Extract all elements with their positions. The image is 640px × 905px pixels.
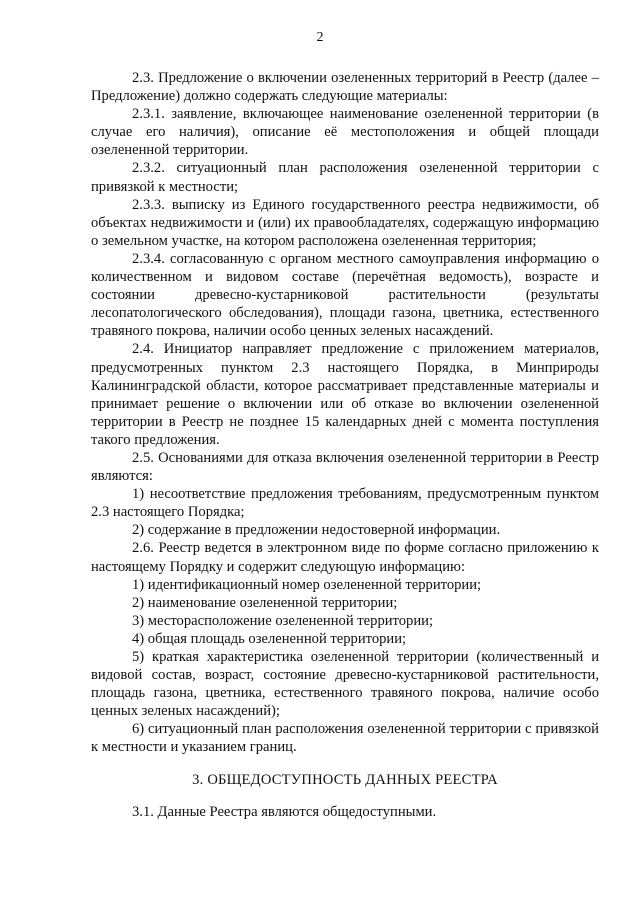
page-number: 2 <box>316 30 324 45</box>
list-item-2-6-4: 4) общая площадь озелененной территории; <box>132 630 407 647</box>
list-item-2-6-6: 6) ситуационный план расположения озелененной территории с привязкой к местности и указанием границ. <box>91 721 599 756</box>
list-item-2-6-1: 1) идентификационный номер озелененной территории; <box>132 576 482 593</box>
paragraph-2-3-4: 2.3.4. согласованную с органом местного самоуправления информацию о количественном и видовом составе (перечётная ведомость), возрасте и состоянии древесно-кустарниковой растительности (результаты лесопатологического обследования), площади газона, цветника, естественного травяного покрова, наличии особо ценных зеленых насаждений. <box>91 250 599 340</box>
paragraph-2-3-3: 2.3.3. выписку из Единого государственного реестра недвижимости, об объектах недвижимости и (или) их правообладателях, содержащую информацию о земельном участке, на котором расположена озелененная территория; <box>91 196 599 249</box>
list-item-2-6-3: 3) месторасположение озелененной территории; <box>132 612 434 629</box>
paragraph-2-6: 2.6. Реестр ведется в электронном виде по форме согласно приложению к настоящему Порядку и содержит следующую информацию: <box>91 540 599 575</box>
paragraph-2-3-1: 2.3.1. заявление, включающее наименование озелененной территории (в случае его наличия), описание её местоположения и общей площади озелененной территории. <box>91 106 599 159</box>
section-heading: 3. ОБЩЕДОСТУПНОСТЬ ДАННЫХ РЕЕСТРА <box>192 771 498 788</box>
paragraph-3-1: 3.1. Данные Реестра являются общедоступными. <box>132 803 437 820</box>
paragraph-2-3: 2.3. Предложение о включении озелененных территорий в Реестр (далее – Предложение) должно содержать следующие материалы: <box>91 70 599 105</box>
paragraph-2-4: 2.4. Инициатор направляет предложение с приложением материалов, предусмотренных пунктом 2.3 настоящего Порядка, в Минприроды Калининградской области, которое рассматривает представленные материалы и принимает решение о включении или об отказе во включении озелененной территории в Реестр не позднее 15 календарных дней с момента поступления такого предложения. <box>91 341 599 448</box>
list-item-2-5-1: 1) несоответствие предложения требованиям, предусмотренным пунктом 2.3 настоящего Порядка; <box>91 486 599 521</box>
document-body <box>91 69 599 821</box>
list-item-2-6-2: 2) наименование озелененной территории; <box>132 594 398 611</box>
paragraph-2-3-2: 2.3.2. ситуационный план расположения озелененной территории с привязкой к местности; <box>91 160 599 195</box>
paragraph-2-5: 2.5. Основаниями для отказа включения озелененной территории в Реестр являются: <box>91 449 599 485</box>
list-item-2-6-5: 5) краткая характеристика озелененной территории (количественный и видовой состав, возраст, состояние древесно-кустарниковой растительности, площадь газона, цветника, естественного травяного покрова, наличие особо ценных зеленых насаждений); <box>91 649 599 720</box>
list-item-2-5-2: 2) содержание в предложении недостоверной информации. <box>132 522 501 539</box>
